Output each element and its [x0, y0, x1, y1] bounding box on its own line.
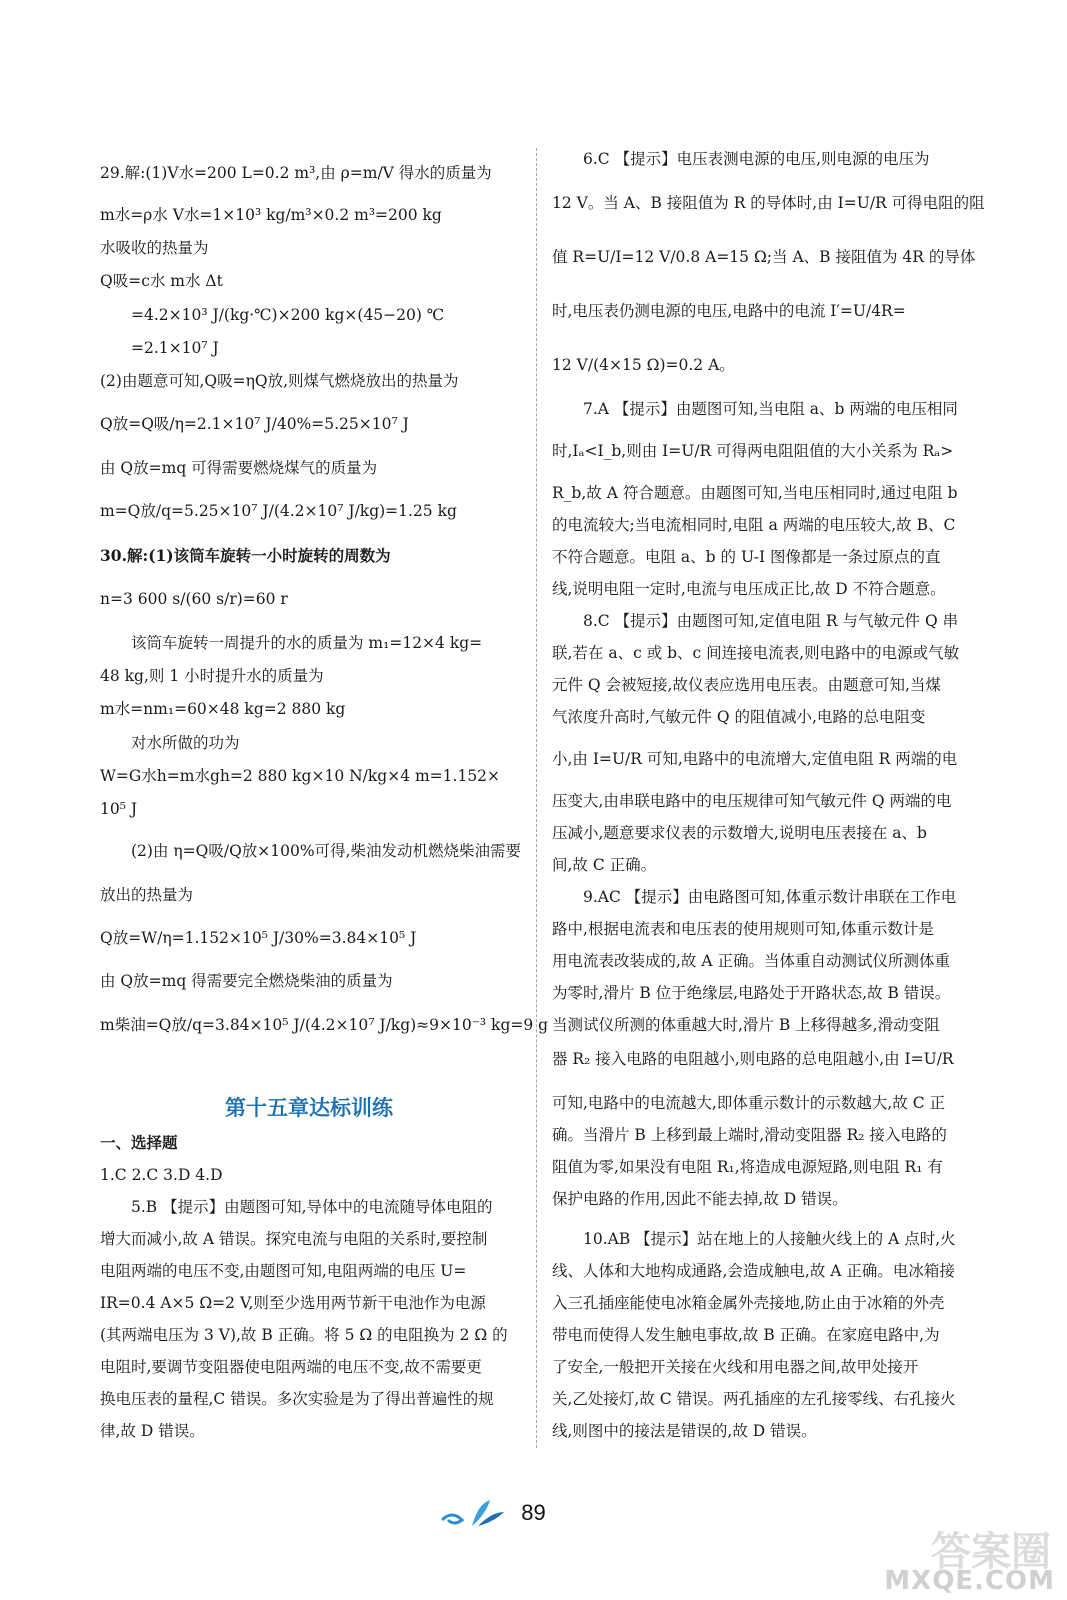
- text-line: IR=0.4 A×5 Ω=2 V,则至少选用两节新干电池作为电源: [100, 1294, 486, 1312]
- text-line: 29.解:(1)V水=200 L=0.2 m³,由 ρ=m/V 得水的质量为: [100, 164, 492, 182]
- text-line: 5.B 【提示】由题图可知,导体中的电流随导体电阻的: [131, 1198, 493, 1216]
- text-line: 由 Q放=mq 可得需要燃烧煤气的质量为: [100, 459, 378, 477]
- section-label: 一、选择题: [100, 1133, 178, 1152]
- text-line: 元件 Q 会被短接,故仪表应选用电压表。由题意可知,当煤: [552, 676, 941, 694]
- text-line: (2)由题意可知,Q吸=ηQ放,则煤气燃烧放出的热量为: [100, 372, 459, 390]
- text-line: 放出的热量为: [100, 886, 194, 904]
- answers-line: 1.C 2.C 3.D 4.D: [100, 1166, 223, 1184]
- text-line: 不符合题意。电阻 a、b 的 U-I 图像都是一条过原点的直: [552, 548, 941, 566]
- text-line: 小,由 I=U/R 可知,电路中的电流增大,定值电阻 R 两端的电: [552, 750, 958, 768]
- watermark-url: MXQE.COM: [884, 1566, 1055, 1596]
- text-line: 间,故 C 正确。: [552, 856, 657, 874]
- text-line: 保护电路的作用,因此不能去掉,故 D 错误。: [552, 1190, 848, 1208]
- text-line: 器 R₂ 接入电路的电阻越小,则电路的总电阻越小,由 I=U/R: [552, 1050, 954, 1068]
- text-line: 为零时,滑片 B 位于绝缘层,电路处于开路状态,故 B 错误。: [552, 984, 951, 1002]
- text-line: 气浓度升高时,气敏元件 Q 的阻值减小,电路的总电阻变: [552, 708, 926, 726]
- text-line: Q吸=c水 m水 Δt: [100, 272, 223, 290]
- text-line: 压变大,由串联电路中的电压规律可知气敏元件 Q 两端的电: [552, 792, 952, 810]
- watermark-logo: 答案圈: [931, 1529, 1051, 1575]
- text-line: m柴油=Q放/q=3.84×10⁵ J/(4.2×10⁷ J/kg)≈9×10⁻³ kg=9 g: [100, 1016, 549, 1034]
- text-line: 路中,根据电流表和电压表的使用规则可知,体重示数计是: [552, 920, 934, 938]
- text-line: =2.1×10⁷ J: [131, 339, 219, 357]
- text-line: Q放=W/η=1.152×10⁵ J/30%=3.84×10⁵ J: [100, 929, 417, 947]
- text-line: 12 V。当 A、B 接阻值为 R 的导体时,由 I=U/R 可得电阻的阻: [552, 194, 985, 212]
- text-line: 30.解:(1)该筒车旋转一小时旋转的周数为: [100, 546, 391, 565]
- text-line: 由 Q放=mq 得需要完全燃烧柴油的质量为: [100, 972, 393, 990]
- page-number: 89: [521, 1500, 546, 1525]
- page-footer: [0, 1500, 1067, 1526]
- text-line: 压减小,题意要求仪表的示数增大,说明电压表接在 a、b: [552, 824, 927, 842]
- text-line: (其两端电压为 3 V),故 B 正确。将 5 Ω 的电阻换为 2 Ω 的: [100, 1326, 508, 1344]
- text-line: 电阻两端的电压不变,由题图可知,电阻两端的电压 U=: [100, 1262, 467, 1280]
- text-line: 对水所做的功为: [131, 734, 240, 752]
- text-line: 10.AB 【提示】站在地上的人接触火线上的 A 点时,火: [583, 1230, 956, 1248]
- text-line: 电阻时,要调节变阻器使电阻两端的电压不变,故不需要更: [100, 1358, 482, 1376]
- text-line: 了安全,一般把开关接在火线和用电器之间,故甲处接开: [552, 1358, 919, 1376]
- text-line: 7.A 【提示】由题图可知,当电阻 a、b 两端的电压相同: [583, 400, 958, 418]
- text-line: 确。当滑片 B 上移到最上端时,滑动变阻器 R₂ 接入电路的: [552, 1126, 947, 1144]
- text-line: 换电压表的量程,C 错误。多次实验是为了得出普遍性的规: [100, 1390, 494, 1408]
- text-line: n=3 600 s/(60 s/r)=60 r: [100, 590, 288, 608]
- text-line: 线,则图中的接法是错误的,故 D 错误。: [552, 1422, 817, 1440]
- text-line: 10⁵ J: [100, 800, 138, 818]
- text-line: 入三孔插座能使电冰箱金属外壳接地,防止由于冰箱的外壳: [552, 1294, 945, 1312]
- text-line: 律,故 D 错误。: [100, 1422, 205, 1440]
- text-line: Q放=Q吸/η=2.1×10⁷ J/40%=5.25×10⁷ J: [100, 415, 409, 433]
- text-line: 9.AC 【提示】由电路图可知,体重示数计串联在工作电: [583, 888, 957, 906]
- chapter-heading: 第十五章达标训练: [225, 1096, 393, 1120]
- text-line: 值 R=U/I=12 V/0.8 A=15 Ω;当 A、B 接阻值为 4R 的导体: [552, 248, 976, 266]
- text-line: 阻值为零,如果没有电阻 R₁,将造成电源短路,则电阻 R₁ 有: [552, 1158, 943, 1176]
- text-line: m=Q放/q=5.25×10⁷ J/(4.2×10⁷ J/kg)=1.25 kg: [100, 502, 457, 520]
- text-line: 当测试仪所测的体重越大时,滑片 B 上移得越多,滑动变阻: [552, 1016, 940, 1034]
- text-line: (2)由 η=Q吸/Q放×100%可得,柴油发动机燃烧柴油需要: [131, 842, 522, 860]
- text-line: 增大而减小,故 A 错误。探究电流与电阻的关系时,要控制: [100, 1230, 488, 1248]
- text-line: 6.C 【提示】电压表测电源的电压,则电源的电压为: [583, 150, 930, 168]
- text-line: 时,电压表仍测电源的电压,电路中的电流 I′=U/4R=: [552, 302, 906, 320]
- text-line: 关,乙处接灯,故 C 错误。两孔插座的左孔接零线、右孔接火: [552, 1390, 956, 1408]
- text-line: 48 kg,则 1 小时提升水的质量为: [100, 667, 324, 685]
- text-line: 的电流较大;当电流相同时,电阻 a 两端的电压较大,故 B、C: [552, 516, 956, 534]
- text-line: 联,若在 a、c 或 b、c 间连接电流表,则电路中的电源或气敏: [552, 644, 960, 662]
- text-line: 水吸收的热量为: [100, 239, 209, 257]
- text-line: =4.2×10³ J/(kg·℃)×200 kg×(45−20) ℃: [131, 306, 445, 324]
- text-line: 时,Iₐ<I_b,则由 I=U/R 可得两电阻阻值的大小关系为 Rₐ>: [552, 442, 954, 460]
- text-line: 8.C 【提示】由题图可知,定值电阻 R 与气敏元件 Q 串: [583, 612, 959, 630]
- text-line: 12 V/(4×15 Ω)=0.2 A。: [552, 356, 735, 374]
- text-line: 可知,电路中的电流越大,即体重示数计的示数越大,故 C 正: [552, 1094, 945, 1112]
- text-line: 线、人体和大地构成通路,会造成触电,故 A 正确。电冰箱接: [552, 1262, 955, 1280]
- text-line: 该筒车旋转一周提升的水的质量为 m₁=12×4 kg=: [131, 634, 483, 652]
- text-line: 带电而使得人发生触电事故,故 B 正确。在家庭电路中,为: [552, 1326, 940, 1344]
- text-line: 用电流表改装成的,故 A 正确。当体重自动测试仪所测体重: [552, 952, 950, 970]
- text-line: m水=nm₁=60×48 kg=2 880 kg: [100, 700, 346, 718]
- text-line: m水=ρ水 V水=1×10³ kg/m³×0.2 m³=200 kg: [100, 206, 442, 224]
- column-divider: [536, 148, 537, 1448]
- text-line: W=G水h=m水gh=2 880 kg×10 N/kg×4 m=1.152×: [100, 767, 501, 785]
- text-line: R_b,故 A 符合题意。由题图可知,当电压相同时,通过电阻 b: [552, 484, 958, 502]
- text-line: 线,说明电阻一定时,电流与电压成正比,故 D 不符合题意。: [552, 580, 946, 598]
